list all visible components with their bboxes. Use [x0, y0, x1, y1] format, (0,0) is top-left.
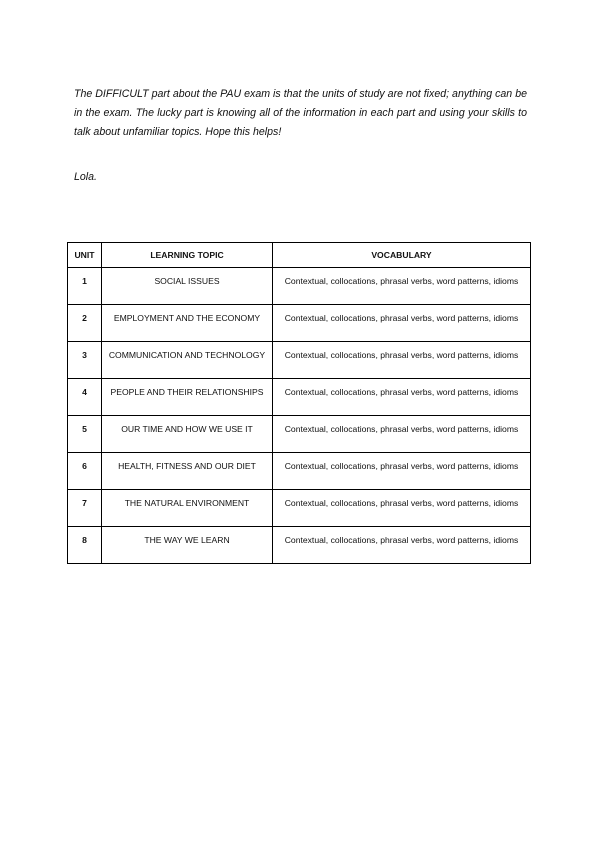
table-header-row	[68, 243, 531, 268]
learning-topic: HEALTH, FITNESS AND OUR DIET	[102, 453, 273, 490]
learning-topic: THE WAY WE LEARN	[102, 527, 273, 564]
header-unit: UNIT	[68, 243, 102, 268]
learning-topic: SOCIAL ISSUES	[102, 268, 273, 305]
vocabulary: Contextual, collocations, phrasal verbs, word patterns, idioms	[273, 416, 531, 453]
vocabulary: Contextual, collocations, phrasal verbs, word patterns, idioms	[273, 268, 531, 305]
vocabulary: Contextual, collocations, phrasal verbs, word patterns, idioms	[273, 490, 531, 527]
table-row	[68, 342, 531, 379]
unit-number: 7	[68, 490, 102, 527]
table-row	[68, 268, 531, 305]
vocabulary: Contextual, collocations, phrasal verbs, word patterns, idioms	[273, 305, 531, 342]
table-row	[68, 527, 531, 564]
table-row	[68, 490, 531, 527]
vocabulary: Contextual, collocations, phrasal verbs, word patterns, idioms	[273, 527, 531, 564]
learning-topic: EMPLOYMENT AND THE ECONOMY	[102, 305, 273, 342]
header-vocabulary: VOCABULARY	[273, 243, 531, 268]
signature: Lola.	[74, 171, 97, 183]
learning-topic: PEOPLE AND THEIR RELATIONSHIPS	[102, 379, 273, 416]
table-row	[68, 379, 531, 416]
unit-number: 2	[68, 305, 102, 342]
vocabulary: Contextual, collocations, phrasal verbs, word patterns, idioms	[273, 342, 531, 379]
table-row	[68, 416, 531, 453]
unit-number: 8	[68, 527, 102, 564]
vocabulary: Contextual, collocations, phrasal verbs, word patterns, idioms	[273, 453, 531, 490]
table-row	[68, 453, 531, 490]
unit-number: 6	[68, 453, 102, 490]
unit-number: 1	[68, 268, 102, 305]
vocabulary: Contextual, collocations, phrasal verbs, word patterns, idioms	[273, 379, 531, 416]
unit-number: 5	[68, 416, 102, 453]
learning-topic: THE NATURAL ENVIRONMENT	[102, 490, 273, 527]
unit-number: 4	[68, 379, 102, 416]
unit-number: 3	[68, 342, 102, 379]
intro-paragraph: The DIFFICULT part about the PAU exam is that the units of study are not fixed; anything can be in the exam. The lucky part is knowing all of the information in each part and using your skills to talk about unfamiliar topics. Hope this helps!	[74, 88, 527, 138]
units-table	[67, 242, 531, 564]
learning-topic: OUR TIME AND HOW WE USE IT	[102, 416, 273, 453]
table-row	[68, 305, 531, 342]
learning-topic: COMMUNICATION AND TECHNOLOGY	[102, 342, 273, 379]
header-learning-topic: LEARNING TOPIC	[102, 243, 273, 268]
